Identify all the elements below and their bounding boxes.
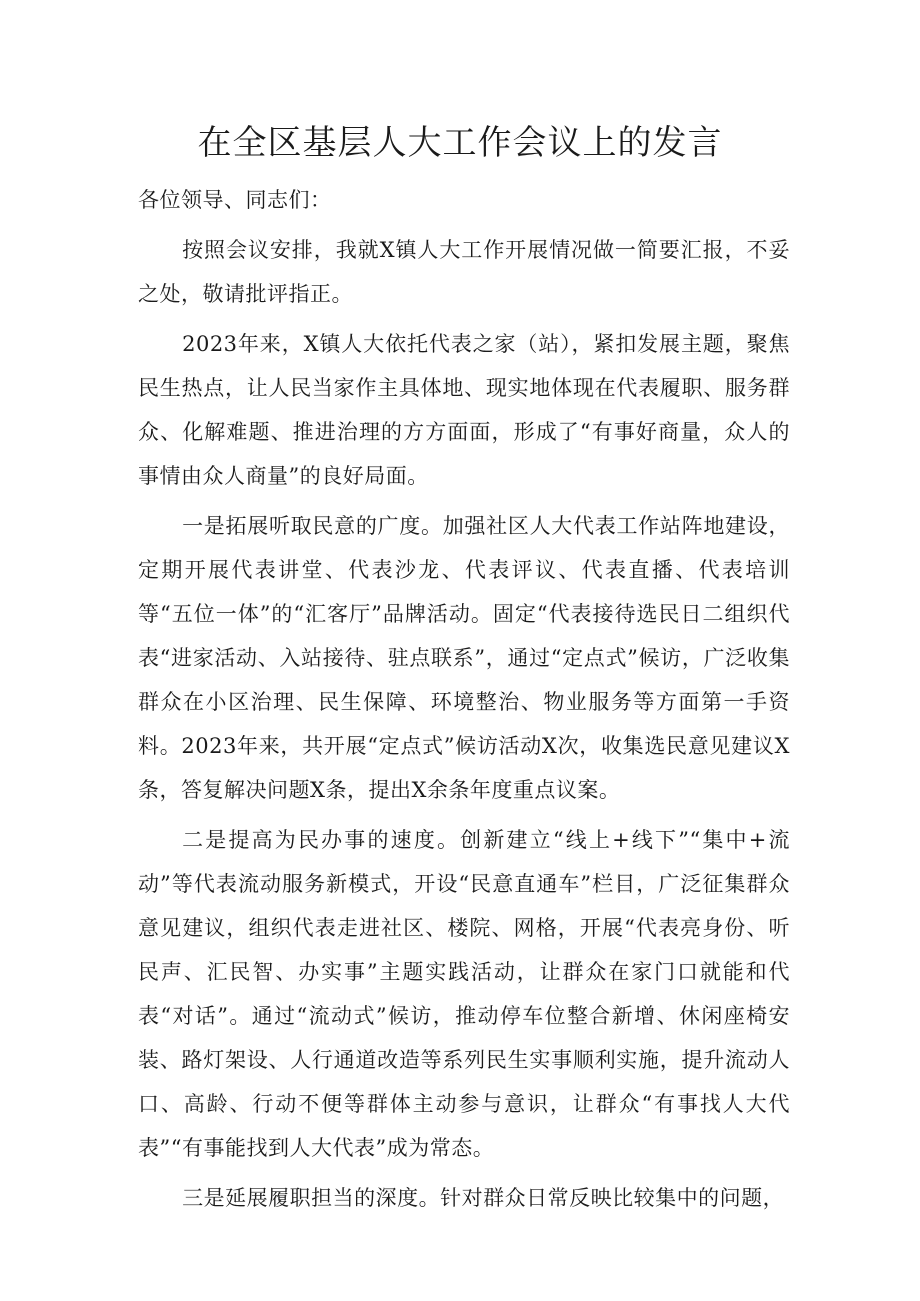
document-body	[138, 178, 790, 1226]
paragraph-intro: 按照会议安排，我就X镇人大工作开展情况做一简要汇报，不妥之处，敬请批评指正。	[138, 238, 790, 306]
paragraph-point-three: 三是延展履职担当的深度。针对群众日常反映比较集中的问题，	[182, 1186, 785, 1210]
document-title: 在全区基层人大工作会议上的发言	[197, 123, 723, 163]
paragraph-point-one: 一是拓展听取民意的广度。加强社区人大代表工作站阵地建设，定期开展代表讲堂、代表沙龙、代表评议、代表直播、代表培训等“五位一体”的“汇客厅”品牌活动。固定“代表接待选民日二组织代表“进家活动、入站接待、驻点联系”，通过“定点式”候访，广泛收集群众在小区治理、民生保障、环境整治、物业服务等方面第一手资料。2023年来，共开展“定点式”候访活动X次，收集选民意见建议X条，答复解决问题X条，提出X余条年度重点议案。	[138, 514, 790, 802]
salutation: 各位领导、同志们：	[138, 188, 332, 212]
paragraph-point-two: 二是提高为民办事的速度。创新建立“线上+线下”“集中+流动”等代表流动服务新模式，开设“民意直通车”栏目，广泛征集群众意见建议，组织代表走进社区、楼院、网格，开展“代表亮身份、听民声、汇民智、办实事”主题实践活动，让群众在家门口就能和代表“对话”。通过“流动式”候访，推动停车位整合新增、休闲座椅安装、路灯架设、人行通道改造等系列民生实事顺利实施，提升流动人口、高龄、行动不便等群体主动参与意识，让群众“有事找人大代表”“有事能找到人大代表”成为常态。	[138, 828, 790, 1160]
paragraph-overview: 2023年来，X镇人大依托代表之家（站），紧扣发展主题，聚焦民生热点，让人民当家作主具体地、现实地体现在代表履职、服务群众、化解难题、推进治理的方方面面，形成了“有事好商量，众人的事情由众人商量”的良好局面。	[138, 332, 790, 488]
